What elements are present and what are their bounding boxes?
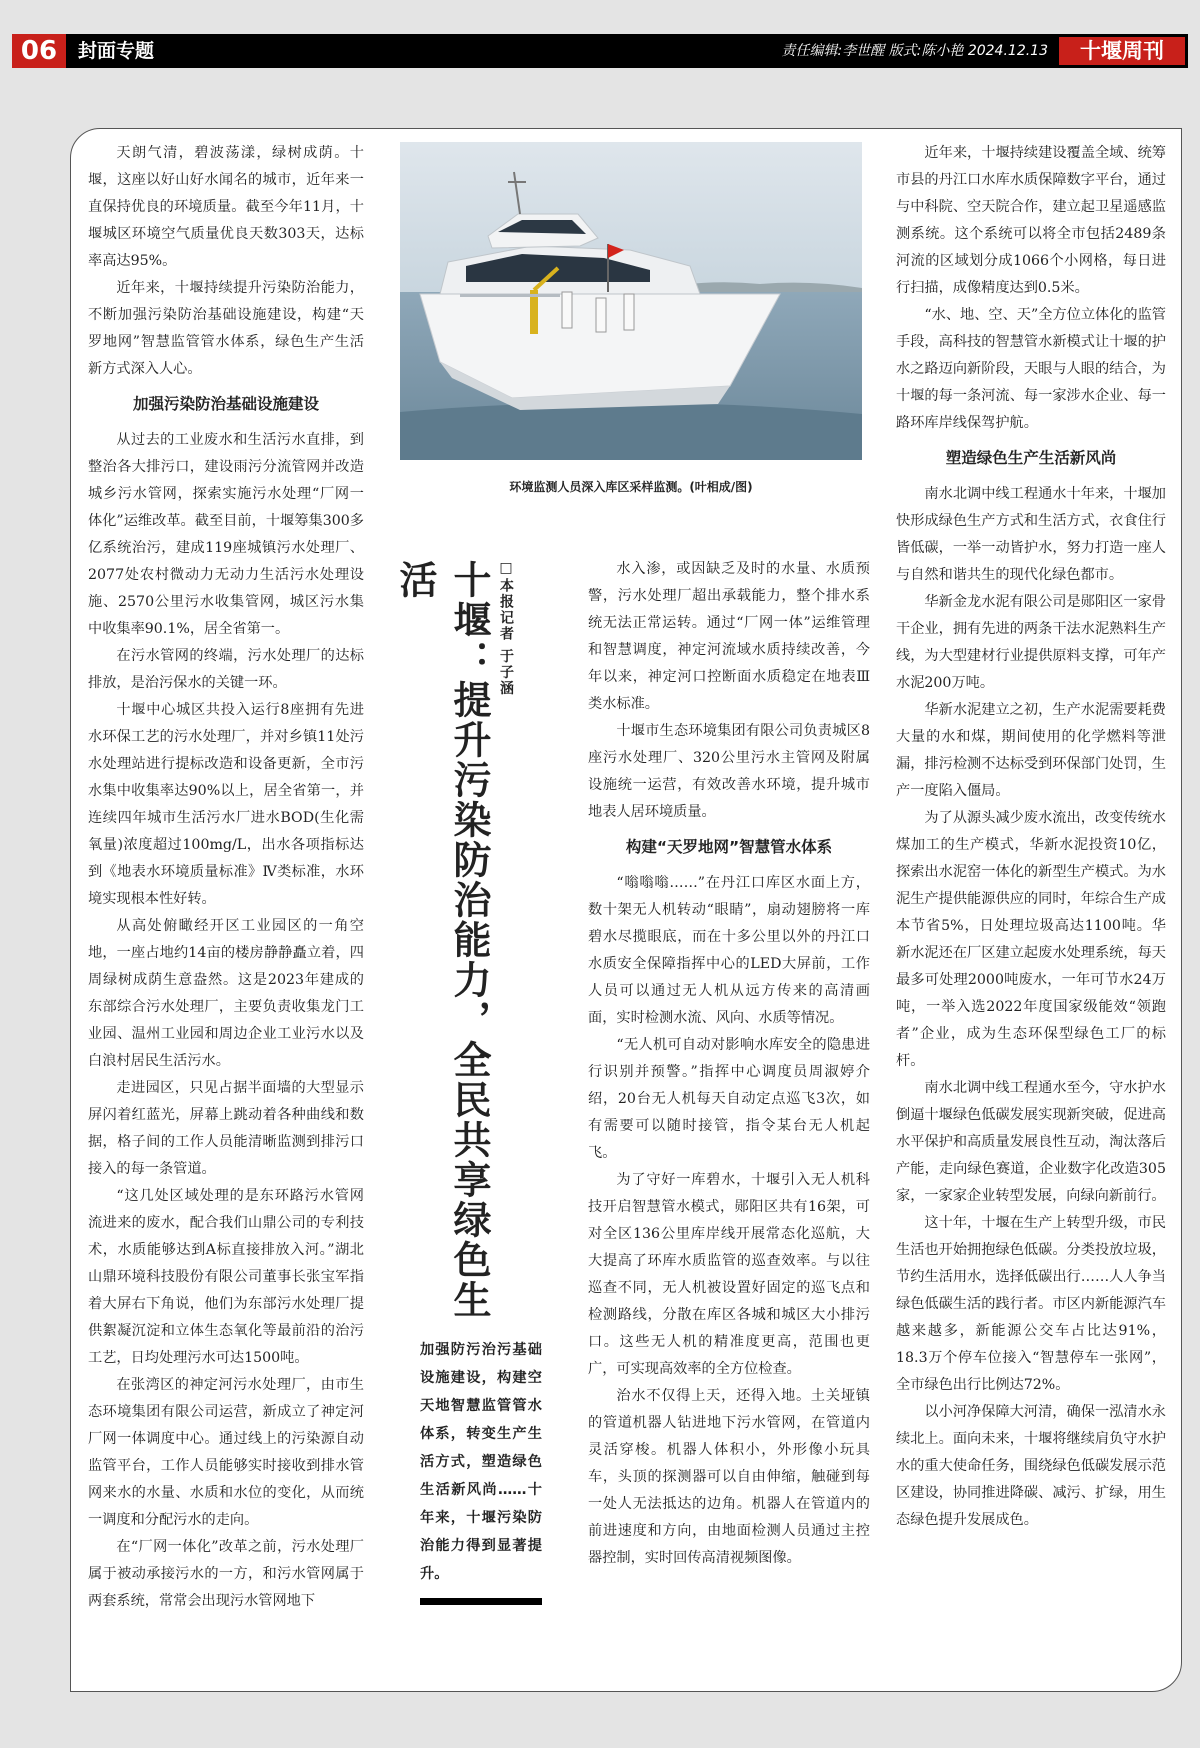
paragraph: 天朗气清，碧波荡漾，绿树成荫。十堰，这座以好山好水闻名的城市，近年来一直保持优良的环境质量。截至今年11月，十堰城区环境空气质量优良天数303天，达标率高达95%。 — [88, 145, 364, 269]
paragraph: “无人机可自动对影响水库安全的隐患进行识别并预警。”指挥中心调度员周淑婷介绍，20台无人机每天自动定点巡飞3次，如有需要可以随时接管，指令某台无人机起飞。 — [588, 1037, 870, 1161]
byline: □本报记者 于子涵 — [498, 560, 514, 697]
section-title: 封面专题 — [78, 40, 155, 62]
paragraph: 十堰市生态环境集团有限公司负责城区8座污水处理厂、320公里污水主管网及附属设施统一运营，有效改善水环境，提升城市地表人居环境质量。 — [588, 723, 870, 820]
page-header — [12, 34, 1188, 68]
article-column-3 — [588, 556, 870, 1572]
paragraph: 在张湾区的神定河污水处理厂，由市生态环境集团有限公司运营，新成立了神定河厂网一体调度中心。通过线上的污染源自动监管平台，工作人员能够实时接收到排水管网来水的水量、水质和水位的变化，从而统一调度和分配污水的走向。 — [88, 1377, 364, 1528]
summary-box — [420, 1336, 542, 1748]
boat-photo — [400, 142, 862, 460]
subheading-infrastructure: 加强污染防治基础设施建设 — [132, 395, 319, 413]
paragraph: 走进园区，只见占据半面墙的大型显示屏闪着红蓝光，屏幕上跳动着各种曲线和数据，格子间的工作人员能清晰监测到排污口接入的每一条管道。 — [88, 1080, 364, 1177]
paragraph: 南水北调中线工程通水十年来，十堰加快形成绿色生产方式和生活方式，衣食住行皆低碳，一举一动皆护水，努力打造一座人与自然和谐共生的现代化绿色都市。 — [896, 486, 1166, 583]
photo-caption: 环境监测人员深入库区采样监测。(叶相成/图) — [509, 480, 753, 494]
summary-text: 加强防污治污基础设施建设，构建空天地智慧监管管水体系，转变生产生活方式，塑造绿色生活新风尚……十年来，十堰污染防治能力得到显著提升。 — [420, 1342, 542, 1582]
paragraph: 为了从源头减少废水流出，改变传统水煤加工的生产模式，华新水泥投资10亿，探索出水泥窑一体化的新型生产模式。为水泥生产提供能源供应的同时，年综合生产成本节省5%，日处理垃圾高达1100吨。华新水泥还在厂区建立起废水处理系统，每天最多可处理2000吨废水，一年可节水24万吨，一举入选2022年度国家级能效“领跑者”企业，成为生态环保型绿色工厂的标杆。 — [896, 810, 1166, 1069]
paragraph: “嗡嗡嗡……”在丹江口库区水面上方，数十架无人机转动“眼睛”，扇动翅膀将一库碧水尽揽眼底，而在十多公里以外的丹江口水质安全保障指挥中心的LED大屏前，工作人员可以通过无人机从远方传来的高清画面，实时检测水流、风向、水质等情况。 — [588, 875, 870, 1026]
paragraph: 从高处俯瞰经开区工业园区的一角空地，一座占地约14亩的楼房静静矗立着，四周绿树成荫生意盎然。这是2023年建成的东部综合污水处理厂，主要负责收集龙门工业园、温州工业园和周边企业工业污水以及白浪村居民生活污水。 — [88, 918, 364, 1069]
paragraph: “水、地、空、天”全方位立体化的监管手段，高科技的智慧管水新模式让十堰的护水之路迈向新阶段，天眼与人眼的结合，为十堰的每一条河流、每一家涉水企业、每一路环库岸线保驾护航。 — [896, 307, 1166, 431]
paragraph: 近年来，十堰持续提升污染防治能力，不断加强污染防治基础设施建设，构建“天罗地网”智慧监管管水体系，绿色生产生活新方式深入人心。 — [88, 280, 364, 377]
article-headline: 十堰：提升污染防治能力，全民共享绿色生活 — [393, 560, 491, 1320]
paragraph: 治水不仅得上天，还得入地。土关垭镇的管道机器人钻进地下污水管网，在管道内灵活穿梭。机器人体积小，外形像小玩具车，头顶的探测器可以自由伸缩，触碰到每一处人无法抵达的边角。机器人在管道内的前进速度和方向，由地面检测人员通过主控器控制，实时回传高清视频图像。 — [588, 1388, 870, 1566]
paragraph: 在“厂网一体化”改革之前，污水处理厂属于被动承接污水的一方，和污水管网属于两套系统，常常会出现污水管网地下 — [88, 1539, 364, 1609]
subheading-smart-water: 构建“天罗地网”智慧管水体系 — [625, 838, 833, 856]
paragraph: 这十年，十堰在生产上转型升级，市民生活也开始拥抱绿色低碳。分类投放垃圾，节约生活用水，选择低碳出行……人人争当绿色低碳生活的践行者。市区内新能源汽车越来越多，新能源公交车占比达91%，18.3万个停车位接入“智慧停车一张网”，全市绿色出行比例达72%。 — [896, 1215, 1166, 1393]
paragraph: 在污水管网的终端，污水处理厂的达标排放，是治污保水的关键一环。 — [88, 648, 364, 691]
paragraph: 从过去的工业废水和生活污水直排，到整治各大排污口，建设雨污分流管网并改造城乡污水管网，探索实施污水处理“厂网一体化”运维改革。截至目前，十堰筹集300多亿系统治污，建成119座城镇污水处理厂、2077处农村微动力无动力生活污水处理设施、2570公里污水收集管网，城区污水集中收集率90.1%，居全省第一。 — [88, 432, 364, 637]
paragraph: 水入渗，或因缺乏及时的水量、水质预警，污水处理厂超出承载能力，整个排水系统无法正常运转。通过“厂网一体”运维管理和智慧调度，神定河流域水质持续改善，今年以来，神定河口控断面水质稳定在地表Ⅲ类水标准。 — [588, 561, 870, 712]
paragraph: 华新金龙水泥有限公司是郧阳区一家骨干企业，拥有先进的两条干法水泥熟料生产线，为大型建材行业提供原料支撑，可年产水泥200万吨。 — [896, 594, 1166, 691]
paragraph: 华新水泥建立之初，生产水泥需要耗费大量的水和煤，期间使用的化学燃料等泄漏，排污检测不达标受到环保部门处罚，生产一度陷入僵局。 — [896, 702, 1166, 799]
article-column-1 — [88, 140, 364, 1615]
summary-rule — [420, 1598, 542, 1605]
paragraph: “这几处区域处理的是东环路污水管网流进来的废水，配合我们山鼎公司的专利技术，水质能够达到A标直接排放入河。”湖北山鼎环境科技股份有限公司董事长张宝军指着大屏右下角说，他们为东部污水处理厂提供絮凝沉淀和立体生态氧化等最前沿的治污工艺，日均处理污水可达1500吨。 — [88, 1188, 364, 1366]
subheading-green-lifestyle: 塑造绿色生产生活新风尚 — [945, 449, 1117, 467]
article-column-4 — [896, 140, 1166, 1534]
paragraph: 为了守好一库碧水，十堰引入无人机科技开启智慧管水模式，郧阳区共有16架，可对全区136公里库岸线开展常态化巡航，大大提高了环库水质监管的巡查效率。与以往巡查不同，无人机被设置好固定的巡飞点和检测路线，分散在库区各城和城区大小排污口。这些无人机的精准度更高，范围也更广，可实现高效率的全方位检查。 — [588, 1172, 870, 1377]
boat-illustration — [400, 142, 862, 460]
masthead-logo: 十堰周刊 — [1059, 37, 1185, 65]
editor-credits: 责任编辑:李世醒 版式:陈小艳 2024.12.13 — [781, 43, 1048, 59]
paragraph: 十堰中心城区共投入运行8座拥有先进水环保工艺的污水处理厂，并对乡镇11处污水处理站进行提标改造和设备更新，全市污水集中收集率达90%以上，居全省第一，并连续四年城市生活污水厂进水BOD(生化需氧量)浓度超过100mg/L，出水各项指标达到《地表水环境质量标准》Ⅳ类标准，水环境实现根本性好转。 — [88, 702, 364, 907]
paragraph: 南水北调中线工程通水至今，守水护水倒逼十堰绿色低碳发展实现新突破，促进高水平保护和高质量发展良性互动，淘汰落后产能，走向绿色赛道，企业数字化改造305家，一家家企业转型发展，向绿向新前行。 — [896, 1080, 1166, 1204]
paragraph: 近年来，十堰持续建设覆盖全域、统筹市县的丹江口水库水质保障数字平台，通过与中科院、空天院合作，建立起卫星遥感监测系统。这个系统可以将全市包括2489条河流的区域划分成1066个小网格，每日进行扫描，成像精度达到0.5米。 — [896, 145, 1166, 296]
page-number: 06 — [12, 34, 66, 68]
paragraph: 以小河净保障大河清，确保一泓清水永续北上。面向未来，十堰将继续肩负守水护水的重大使命任务，围绕绿色低碳发展示范区建设，协同推进降碳、减污、扩绿，用生态绿色提升发展成色。 — [896, 1404, 1166, 1528]
